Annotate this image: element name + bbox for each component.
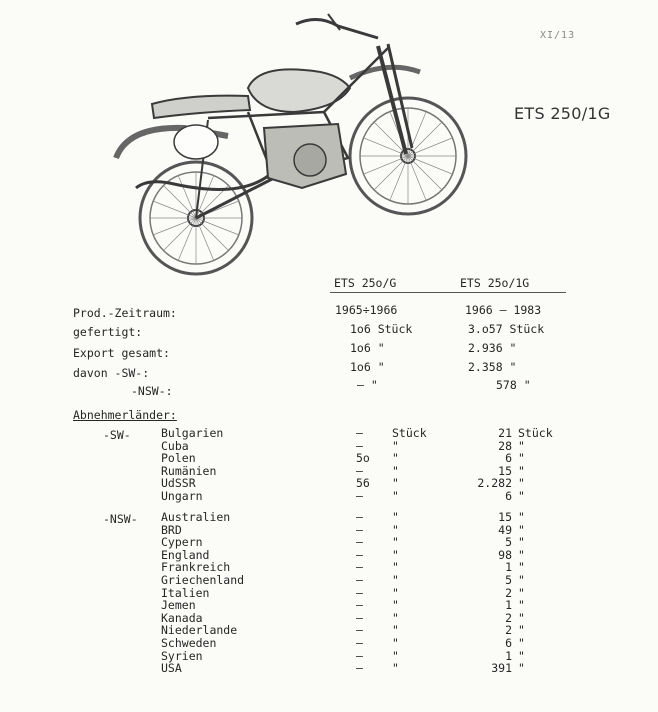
unit-col1: " <box>392 573 399 587</box>
unit-col2: " <box>518 573 525 587</box>
unit-col1: " <box>392 451 399 466</box>
count-col1: – <box>356 648 363 663</box>
unit-col1: " <box>392 598 399 613</box>
unit-col1: " <box>392 438 399 453</box>
unit-col1: " <box>392 547 399 562</box>
count-col1: – <box>356 623 363 638</box>
summary-label: -NSW-: <box>131 384 173 398</box>
unit-col2: " <box>518 598 525 613</box>
country-name: BRD <box>161 522 182 537</box>
country-name: Italien <box>161 585 210 600</box>
country-name: Cypern <box>161 535 203 550</box>
unit-col2: " <box>518 623 525 638</box>
summary-label: gefertigt: <box>73 325 143 339</box>
unit-col2: " <box>518 463 525 478</box>
unit-col2: " <box>518 610 525 625</box>
count-col2: 49 <box>498 522 512 537</box>
count-col1: 56 <box>356 476 370 491</box>
unit-col1: " <box>392 476 399 491</box>
country-name: Cuba <box>161 438 189 453</box>
country-name: Frankreich <box>161 560 231 575</box>
country-name: Jemen <box>161 598 196 613</box>
group-label-nsw: -NSW- <box>103 512 138 526</box>
unit-col2: " <box>518 535 525 550</box>
count-col1: – <box>356 598 363 613</box>
count-col1: – <box>356 585 363 600</box>
count-col2: 2 <box>505 610 512 625</box>
unit-col2: " <box>518 560 525 575</box>
summary-value: 3.o57 Stück <box>468 322 545 336</box>
unit-col2: " <box>518 510 525 524</box>
summary-label: Export gesamt: <box>73 346 170 360</box>
country-name: Rumänien <box>161 463 217 478</box>
count-col1: – <box>356 573 363 587</box>
section-title: Abnehmerländer: <box>73 408 177 422</box>
count-col1: – <box>356 463 363 478</box>
count-col1: – <box>356 610 363 625</box>
count-col2: 15 <box>498 463 512 478</box>
unit-col1: " <box>392 560 399 575</box>
count-col1: – <box>356 438 363 453</box>
group-label-sw: -SW- <box>103 428 131 442</box>
unit-col1: Stück <box>392 426 427 440</box>
unit-col1: " <box>392 648 399 663</box>
summary-value: 1o6 " <box>350 360 385 374</box>
count-col1: – <box>356 560 363 575</box>
unit-col2: " <box>518 451 525 466</box>
unit-col1: " <box>392 585 399 600</box>
summary-value: 578 " <box>496 378 531 392</box>
unit-col2: " <box>518 585 525 600</box>
count-col2: 5 <box>505 535 512 550</box>
country-name: Niederlande <box>161 623 238 638</box>
unit-col2: " <box>518 522 525 537</box>
unit-col1: " <box>392 522 399 537</box>
count-col1: – <box>356 522 363 537</box>
unit-col1: " <box>392 463 399 478</box>
country-name: England <box>161 547 210 562</box>
unit-col2: " <box>518 661 525 676</box>
unit-col1: " <box>392 661 399 676</box>
count-col2: 6 <box>505 636 512 650</box>
unit-col2: " <box>518 636 525 650</box>
unit-col1: " <box>392 623 399 638</box>
unit-col2: " <box>518 489 525 503</box>
count-col1: – <box>356 547 363 562</box>
country-name: UdSSR <box>161 476 196 491</box>
count-col1: – <box>356 535 363 550</box>
unit-col1: " <box>392 535 399 550</box>
count-col1: – <box>356 426 363 440</box>
column-header-col2: ETS 25o/1G <box>460 276 530 290</box>
summary-value: 1966 – 1983 <box>465 303 542 317</box>
unit-col2: " <box>518 547 525 562</box>
count-col2: 6 <box>505 489 512 503</box>
country-name: Kanada <box>161 610 203 625</box>
count-col2: 2 <box>505 623 512 638</box>
column-header-col1: ETS 25o/G <box>334 276 397 290</box>
summary-value: 1o6 " <box>350 341 385 355</box>
summary-value: 1965÷1966 <box>335 303 398 317</box>
country-name: USA <box>161 661 182 676</box>
count-col1: – <box>356 636 363 650</box>
country-name: Schweden <box>161 636 217 650</box>
country-name: Bulgarien <box>161 426 224 440</box>
country-name: Griechenland <box>161 573 245 587</box>
unit-col2: " <box>518 438 525 453</box>
count-col1: – <box>356 489 363 503</box>
count-col2: 6 <box>505 451 512 466</box>
summary-label: davon -SW-: <box>73 366 150 380</box>
count-col2: 5 <box>505 573 512 587</box>
count-col2: 15 <box>498 510 512 524</box>
count-col2: 1 <box>505 560 512 575</box>
unit-col2: " <box>518 476 525 491</box>
count-col1: – <box>356 510 363 524</box>
summary-value: – " <box>357 378 378 392</box>
country-name: Syrien <box>161 648 203 663</box>
count-col2: 98 <box>498 547 512 562</box>
page-number: XI/13 <box>540 30 576 41</box>
count-col1: 5o <box>356 451 370 466</box>
summary-value: 1o6 Stück <box>350 322 413 336</box>
motorcycle-illustration <box>88 8 488 278</box>
model-title: ETS 250/1G <box>514 104 611 123</box>
count-col2: 28 <box>498 438 512 453</box>
count-col2: 391 <box>491 661 512 676</box>
country-name: Australien <box>161 510 231 524</box>
count-col2: 1 <box>505 648 512 663</box>
summary-value: 2.936 " <box>468 341 517 355</box>
country-name: Ungarn <box>161 489 203 503</box>
unit-col2: Stück <box>518 426 553 440</box>
unit-col1: " <box>392 489 399 503</box>
column-header-rule <box>330 292 566 293</box>
summary-value: 2.358 " <box>468 360 517 374</box>
unit-col1: " <box>392 610 399 625</box>
unit-col1: " <box>392 636 399 650</box>
summary-label: Prod.-Zeitraum: <box>73 306 177 320</box>
country-name: Polen <box>161 451 196 466</box>
count-col2: 2.282 <box>477 476 512 491</box>
count-col2: 1 <box>505 598 512 613</box>
unit-col2: " <box>518 648 525 663</box>
count-col2: 2 <box>505 585 512 600</box>
unit-col1: " <box>392 510 399 524</box>
count-col1: – <box>356 661 363 676</box>
count-col2: 21 <box>498 426 512 440</box>
